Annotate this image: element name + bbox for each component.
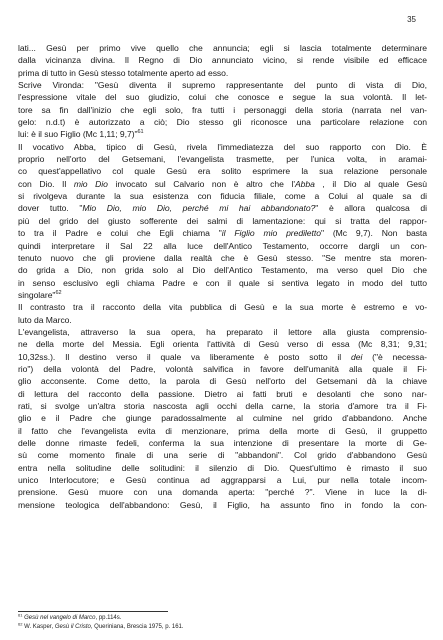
text-line: in senso esclusivo egli chiama Padre e con il quale si sentiva legato in modo del tutto xyxy=(18,277,427,288)
text-line xyxy=(18,289,427,301)
text-line: proprio nell'orto del Getsemani, l'evangelista trasmette, per l'unica volta, in aramai- xyxy=(18,154,427,165)
footnote-divider xyxy=(18,611,168,612)
text-line: si rivolgeva durante la sua esistenza con fiducia filiale, come a Colui al quale sa di xyxy=(18,191,427,202)
text-line: glio acconsente. Come detto, la parola di Gesù nell'orto del Getsemani dà la chiave xyxy=(18,376,427,387)
footnote-text: , pp.114s. xyxy=(95,615,122,621)
text-run: dover tutto. " xyxy=(18,203,83,214)
italic-run: Abba xyxy=(294,178,315,189)
text-run: invocato sul Calvario non è altro che l' xyxy=(107,178,295,189)
footnote-title: Gesù nel vangelo di Marco xyxy=(24,615,96,621)
text-line: Scrive Vironda: "Gesù diventa il supremo rappresentante del punto di vista di Dio, xyxy=(18,80,427,91)
footnote-ref: 61 xyxy=(137,129,144,136)
text-line xyxy=(18,227,427,239)
text-line: L'evangelista, attraverso la sua opera, ha preparato il lettore alla giusta comprensio- xyxy=(18,326,427,337)
text-run: to tra il Padre e colui che Egli chiama " xyxy=(18,228,222,239)
text-line: quindi interpretare il Sal 22 alla luce dell'Antico Testamento, occorre dargli un con- xyxy=(18,240,427,251)
text-line: unico Interlocutore; e Gesù continua ad aggrapparsi a Lui, pur nella totale incom- xyxy=(18,475,427,486)
text-line: tenuto nuovo che gli proviene dalla realtà che è Gesù stesso. "Se mentre sta moren- xyxy=(18,252,427,263)
text-line xyxy=(18,351,427,363)
text-line: rati, si svolge un'altra storia nascosta agli occhi della carne, la storia d'amore tra il Fi- xyxy=(18,400,427,411)
footnote-text: , Queriniana, Brescia 1975, p. 161. xyxy=(90,624,184,630)
footnote-62 xyxy=(18,623,427,632)
text-line: ne della morte del Messia. Egli orienta l'attività di Gesù verso di essa (Mc 8,31; 9,31; xyxy=(18,339,427,350)
italic-run: il Figlio mio prediletto xyxy=(221,228,321,239)
footnote-title: Gesù il Cristo xyxy=(54,624,91,630)
text-line: prima di tutto in Gesù stesso totalmente aperto ad esso. xyxy=(18,67,229,78)
text-line: mensione teologica dell'abbandono: Gesù, il Figlio, ha assunto fino in fondo la con- xyxy=(18,499,427,510)
footnotes xyxy=(18,614,427,632)
text-line xyxy=(18,202,427,214)
text-line: delle donne rimaste fedeli, conferma la sua intenzione di presentare la morte di Ge- xyxy=(18,438,427,448)
text-line xyxy=(18,128,427,140)
footnote-ref: 62 xyxy=(55,289,62,296)
text-line: lati... Gesù per primo vive quello che annuncia; egli si lascia totalmente determinare xyxy=(18,43,427,53)
text-line: co quest'appellativo col quale Gesù era solito esprimere la sua relazione personale xyxy=(18,166,427,177)
text-run: 10,32ss.). Il destino verso il quale va liberamente è posto sotto il xyxy=(18,351,351,362)
text-line: tore sa fin dall'inizio che egli solo, fra tutti i personaggi della storia (narrata nel van- xyxy=(18,104,427,115)
footnote-mark: 61 xyxy=(18,612,23,618)
text-line: di lettura del racconto della passione. Dietro ai fatti bruti e desolanti che sono nar- xyxy=(18,388,427,399)
body-text xyxy=(18,42,427,511)
text-line: luto da Marco. xyxy=(18,314,72,325)
footnote-text: W. Kasper, xyxy=(22,624,55,630)
text-line xyxy=(18,178,427,190)
italic-run: dei xyxy=(350,351,363,362)
text-line: l'espressione vitale del suo giudizio, colui che conosce e segue la sua volontà. Il let- xyxy=(18,92,427,103)
text-line: entra nella solitudine delle solitudini: il silenzio di Dio. Quest'ultimo è rimasto il suo xyxy=(18,462,427,473)
text-line: dalla vicinanza divina. Il Regno di Dio annunciato vicino, si rende visibile ed efficace xyxy=(18,55,427,66)
text-run: ("è necessa- xyxy=(362,351,427,362)
italic-run: mio Dio xyxy=(73,178,108,189)
text-run: " (Mc 9,7). Non basta xyxy=(320,228,427,239)
text-line: più del grido del giusto sofferente dei salmi di lamentazione: qui si tratta del rappor- xyxy=(18,215,427,226)
page-number: 35 xyxy=(407,15,416,24)
text-line: sù come momento finale di una serie di "abbandoni". Col grido d'abbandono Gesù xyxy=(18,450,427,461)
text-line: gelo: n.d.t) è autorizzato a ciò; Dio stesso gli riconosce una particolare relazione con xyxy=(18,117,427,128)
text-line: Il contrasto tra il racconto della vita pubblica di Gesù e la sua morte è estremo e vo- xyxy=(18,302,427,313)
text-run: " è allora qualcosa di xyxy=(315,203,427,214)
text-line: prensione. Gesù muore con una domanda aperta: "perché ?". Viene in luce la di- xyxy=(18,487,427,498)
text-line: do grida a Dio, non grida solo al Dio dell'Antico Testamento, ma verso quel Dio che xyxy=(18,265,427,276)
text-line: glio e il Padre che giunge paradossalmente al culmine nel grido d'abbandono. Anche xyxy=(18,413,427,424)
quote-text: singolare" xyxy=(18,289,56,300)
text-line: Il vocativo Abba, tipico di Gesù, rivela l'immediatezza del suo rapporto con Dio. È xyxy=(18,141,427,152)
footnote-mark: 62 xyxy=(18,621,23,627)
footnote-61 xyxy=(18,614,427,623)
italic-run: Mio Dio, mio Dio, perché mi hai abbandonato? xyxy=(82,203,316,214)
quote-text: lui: è il suo Figlio (Mc 1,11; 9,7)" xyxy=(18,129,138,140)
text-run: con Dio. Il xyxy=(18,178,74,189)
text-line: il fatto che l'evangelista evita di menzionare, prima della morte di Gesù, il gruppetto xyxy=(18,425,427,436)
text-run: , il Dio al quale Gesù xyxy=(314,178,428,189)
text-line: rio") della volontà del Padre, volontà salvifica in favore dell'umanità alla quale il Fi- xyxy=(18,363,427,374)
